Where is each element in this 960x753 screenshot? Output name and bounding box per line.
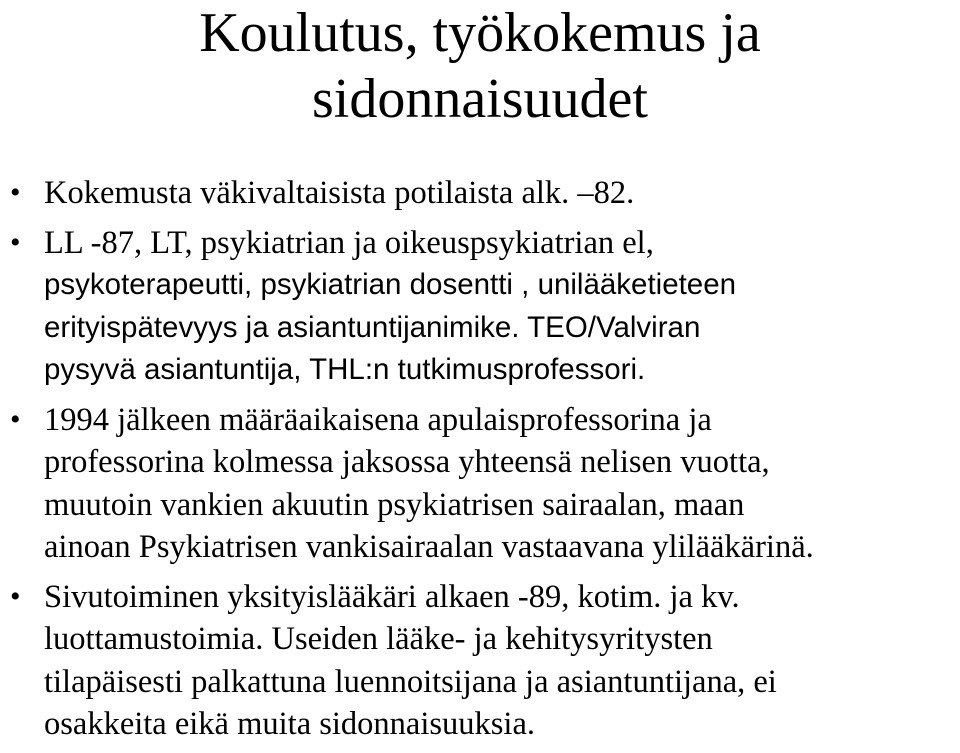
slide-title-line-1: Koulutus, työkokemus ja — [199, 2, 761, 64]
bullet-text-line: psykoterapeutti, psykiatrian dosentti , unilääketieteen — [44, 268, 737, 301]
bullet-item-education — [0, 222, 960, 392]
bullet-text-line: osakkeita eikä muita sidonnaisuuksia. — [44, 706, 536, 742]
bullet-text-line: erityispätevyys ja asiantuntijanimike. TEO/Valviran — [44, 310, 701, 344]
bullet-item-experience — [0, 172, 960, 215]
bullet-text-line: muutoin vankien akuutin psykiatrisen sairaalan, maan — [44, 486, 745, 523]
bullet-text-line: LL -87, LT, psykiatrian ja oikeuspsykiatrian el, — [44, 224, 654, 261]
bullet-text-line: pysyvä asiantuntija, THL:n tutkimusprofessori. — [44, 353, 646, 386]
bullet-text-line: luottamustoimia. Useiden lääke- ja kehitysyritysten — [44, 621, 713, 657]
bullet-dot-icon: • — [10, 402, 21, 436]
bullet-item-commitments — [0, 576, 960, 746]
slide-title — [0, 0, 960, 132]
bullet-dot-icon: • — [10, 176, 21, 209]
bullet-text-line: ainoan Psykiatrisen vankisairaalan vastaavana ylilääkärinä. — [44, 529, 814, 565]
bullet-text-line: 1994 jälkeen määräaikaisena apulaisprofessorina ja — [44, 401, 712, 438]
bullet-text-line: professorina kolmessa jaksossa yhteensä nelisen vuotta, — [44, 444, 770, 480]
bullet-list — [0, 172, 960, 753]
bullet-text-line: Kokemusta väkivaltaisista potilaista alk. –82. — [44, 175, 635, 211]
bullet-dot-icon: • — [10, 579, 21, 613]
slide-title-line-2: sidonnaisuudet — [312, 68, 648, 130]
bullet-dot-icon: • — [10, 225, 21, 259]
bullet-text-line: tilapäisesti palkattuna luennoitsijana ja asiantuntijana, ei — [44, 663, 777, 700]
bullet-item-professorships — [0, 399, 960, 569]
bullet-text-line: Sivutoiminen yksityislääkäri alkaen -89, kotim. ja kv. — [44, 578, 740, 615]
